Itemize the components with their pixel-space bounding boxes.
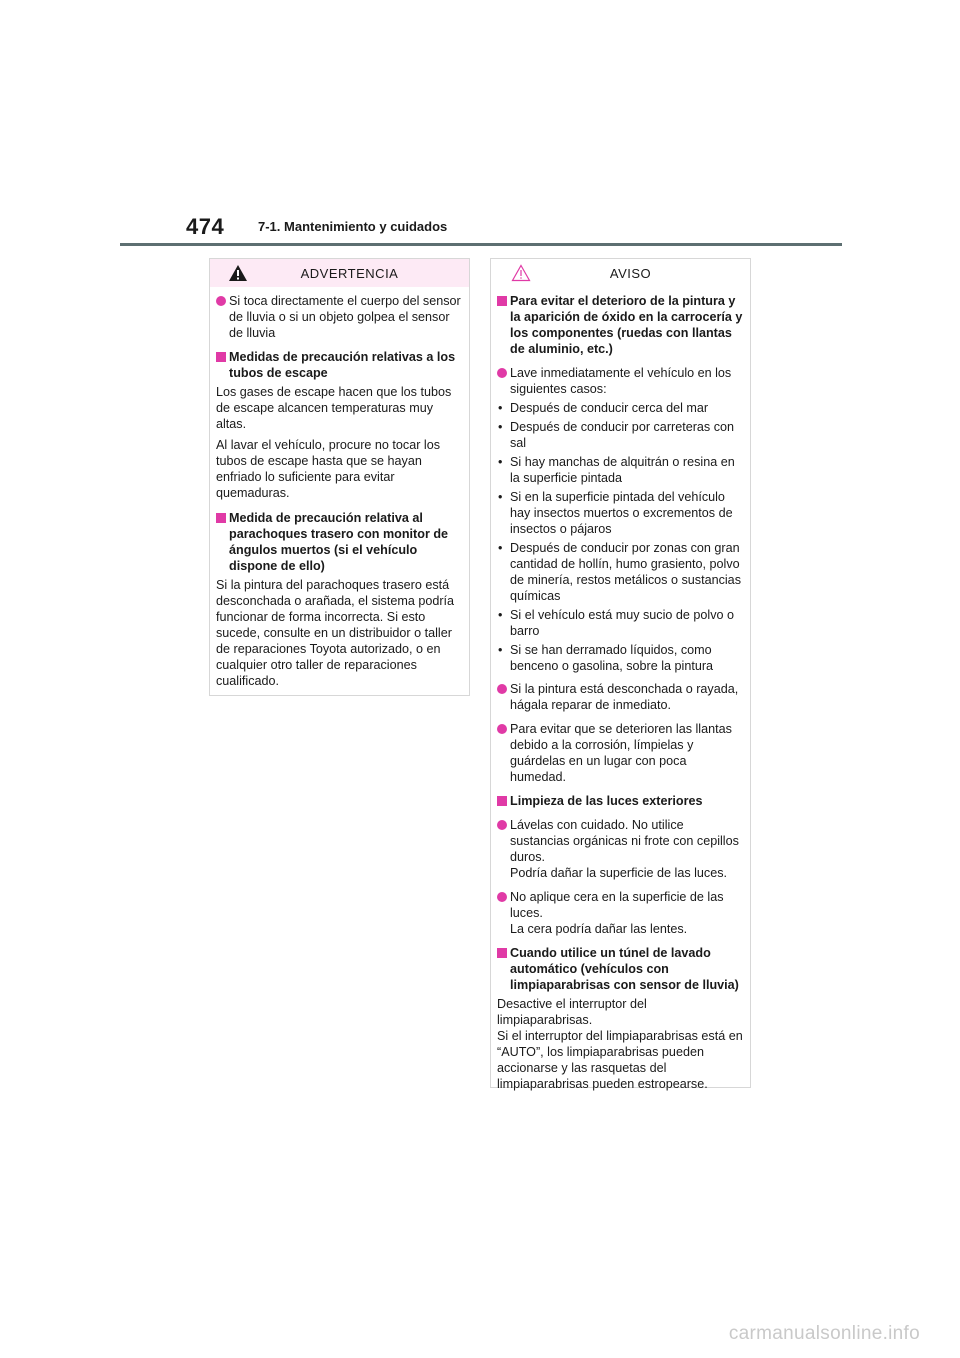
notice-item-wheels bbox=[497, 721, 744, 785]
notice-item-text: Podría dañar la superficie de las luces. bbox=[510, 866, 728, 880]
notice-item-text: Para evitar que se deterioren las llantas debido a la corrosión, límpielas y guárdelas en un lugar con poca humedad. bbox=[510, 722, 732, 784]
notice-item-text: Lávelas con cuidado. No utilice sustancias orgánicas ni frote con cepillos duros. bbox=[510, 818, 739, 864]
notice-box-content bbox=[491, 287, 750, 1092]
circle-bullet-icon bbox=[497, 684, 507, 694]
list-item: • Después de conducir por zonas con gran cantidad de hollín, humo grasiento, polvo de minería, restos metálicos o sustancias químicas bbox=[497, 540, 744, 604]
circle-bullet-icon bbox=[216, 296, 226, 306]
watermark: carmanualsonline.info bbox=[728, 1323, 920, 1344]
square-bullet-icon bbox=[497, 296, 507, 306]
section-title: 7-1. Mantenimiento y cuidados bbox=[258, 219, 448, 234]
warning-heading-exhaust bbox=[216, 349, 463, 381]
warning-heading-bumper bbox=[216, 510, 463, 574]
notice-triangle-icon bbox=[511, 264, 531, 282]
list-item: • Si en la superficie pintada del vehículo hay insectos muertos o excrementos de insectos o pájaros bbox=[497, 489, 744, 537]
warning-item-text: Si toca directamente el cuerpo del sensor de lluvia o si un objeto golpea el sensor de lluvia bbox=[229, 294, 461, 340]
notice-item-text: Lave inmediatamente el vehículo en los siguientes casos: bbox=[510, 366, 732, 396]
page-number: 474 bbox=[186, 214, 225, 239]
notice-item-text: No aplique cera en la superficie de las luces. bbox=[510, 890, 724, 920]
notice-item-repair bbox=[497, 681, 744, 713]
warning-paragraph: Al lavar el vehículo, procure no tocar los tubos de escape hasta que se hayan enfriado lo suficiente para evitar quemaduras. bbox=[216, 438, 441, 500]
list-item: • Si hay manchas de alquitrán o resina en la superficie pintada bbox=[497, 454, 744, 486]
list-item: • Después de conducir por carreteras con sal bbox=[497, 419, 744, 451]
notice-heading-car-wash bbox=[497, 945, 744, 993]
square-bullet-icon bbox=[216, 513, 226, 523]
list-item: • Después de conducir cerca del mar bbox=[497, 400, 744, 416]
notice-box bbox=[490, 258, 751, 1091]
warning-item-rain-sensor bbox=[216, 293, 463, 341]
list-item: • Si el vehículo está muy sucio de polvo o barro bbox=[497, 607, 744, 639]
circle-bullet-icon bbox=[497, 724, 507, 734]
warning-paragraph: Si la pintura del parachoques trasero está desconchada o arañada, el sistema podría funcionar de forma incorrecta. Si esto sucede, consulte en un distribuidor o taller de reparaciones Toyota autorizado, o en cualquier otro taller de reparaciones cualificado. bbox=[216, 578, 455, 688]
list-item: • Si se han derramado líquidos, como benceno o gasolina, sobre la pintura bbox=[497, 642, 744, 674]
notice-paragraph: Si el interruptor del limpiaparabrisas está en “AUTO”, los limpiaparabrisas pueden accionarse y las rasquetas del limpiaparabrisas pueden estropearse. bbox=[497, 1029, 743, 1091]
warning-heading-text: Medida de precaución relativa al parachoques trasero con monitor de ángulos muertos (si el vehículo dispone de ello) bbox=[229, 511, 449, 573]
circle-bullet-icon bbox=[497, 820, 507, 830]
notice-heading-paint bbox=[497, 293, 744, 357]
notice-item-text: La cera podría dañar las lentes. bbox=[510, 922, 688, 936]
warning-triangle-icon bbox=[228, 264, 248, 282]
circle-bullet-icon bbox=[497, 892, 507, 902]
notice-item-wash bbox=[497, 365, 744, 397]
circle-bullet-icon bbox=[497, 368, 507, 378]
notice-heading-text: Cuando utilice un túnel de lavado automático (vehículos con limpiaparabrisas con sensor de lluvia) bbox=[510, 946, 739, 992]
notice-paragraph: Desactive el interruptor del limpiaparabrisas. bbox=[497, 997, 647, 1027]
notice-heading-text: Limpieza de las luces exteriores bbox=[510, 794, 703, 808]
warning-paragraph: Los gases de escape hacen que los tubos de escape alcancen temperaturas muy altas. bbox=[216, 385, 452, 431]
square-bullet-icon bbox=[497, 948, 507, 958]
notice-heading-text: Para evitar el deterioro de la pintura y la aparición de óxido en la carrocería y los componentes (ruedas con llantas de aluminio, etc.) bbox=[510, 294, 743, 356]
notice-box-header bbox=[491, 259, 750, 287]
warning-box-header bbox=[210, 259, 469, 287]
notice-item-clean-lights bbox=[497, 817, 744, 881]
notice-item-wax bbox=[497, 889, 744, 937]
square-bullet-icon bbox=[497, 796, 507, 806]
notice-heading-lights bbox=[497, 793, 744, 809]
notice-bullet-list bbox=[497, 400, 744, 674]
warning-box bbox=[209, 258, 470, 696]
warning-heading-text: Medidas de precaución relativas a los tubos de escape bbox=[229, 350, 456, 380]
warning-box-title: ADVERTENCIA bbox=[300, 265, 399, 281]
notice-box-title: AVISO bbox=[609, 265, 652, 281]
header-rule bbox=[120, 243, 842, 246]
warning-box-content bbox=[210, 287, 469, 689]
square-bullet-icon bbox=[216, 352, 226, 362]
notice-item-text: Si la pintura está desconchada o rayada, hágala reparar de inmediato. bbox=[510, 682, 739, 712]
